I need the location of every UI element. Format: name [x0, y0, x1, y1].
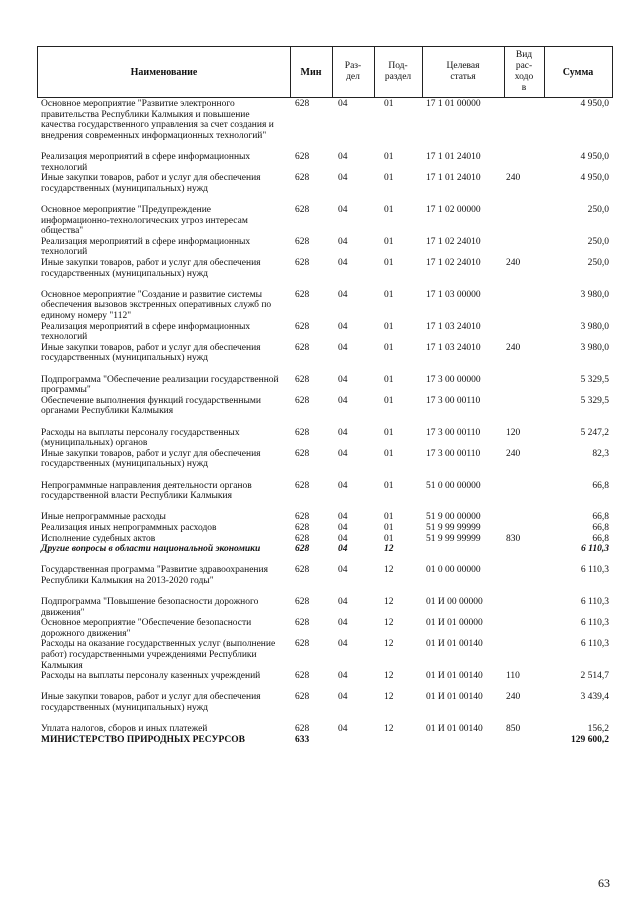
row-podrazdel: 01 — [384, 321, 394, 332]
row-razdel: 04 — [338, 692, 348, 703]
row-sum: 3 980,0 — [580, 289, 609, 300]
row-sum: 250,0 — [587, 236, 609, 247]
table-row — [37, 152, 613, 173]
row-cel: 17 3 00 00110 — [426, 395, 481, 406]
row-cel: 17 1 01 00000 — [426, 99, 481, 109]
row-sum: 6 110,3 — [580, 618, 609, 629]
row-min: 628 — [295, 480, 310, 491]
row-podrazdel: 12 — [384, 692, 394, 703]
row-min: 628 — [295, 565, 310, 576]
row-razdel: 04 — [338, 236, 348, 247]
row-cel: 17 1 02 24010 — [426, 236, 481, 247]
row-razdel: 04 — [338, 618, 348, 629]
row-name: Расходы на выплаты персоналу государственных (муниципальных) органов — [41, 427, 240, 449]
row-razdel: 04 — [338, 480, 348, 491]
table-header — [37, 46, 613, 98]
row-min: 628 — [295, 512, 310, 523]
row-cel: 17 1 02 00000 — [426, 204, 481, 215]
row-cel: 51 0 00 00000 — [426, 480, 481, 491]
row-razdel: 04 — [338, 321, 348, 332]
row-sum: 66,8 — [592, 512, 609, 523]
row-min: 628 — [295, 342, 310, 353]
row-podrazdel: 12 — [384, 597, 394, 608]
row-min: 628 — [295, 597, 310, 608]
table-row — [37, 205, 613, 237]
table-row — [37, 534, 613, 545]
row-podrazdel: 01 — [384, 204, 394, 215]
row-sum: 2 514,7 — [580, 671, 609, 682]
row-sum: 5 329,5 — [580, 395, 609, 406]
row-cel: 51 9 99 99999 — [426, 522, 481, 533]
row-name: Другие вопросы в области национальной экономики — [41, 544, 261, 555]
row-sum: 4 950,0 — [580, 152, 609, 162]
row-name: МИНИСТЕРСТВО ПРИРОДНЫХ РЕСУРСОВ — [41, 734, 245, 745]
row-cel: 01 И 01 00140 — [426, 692, 483, 703]
row-name: Подпрограмма "Повышение безопасности дорожного движения" — [41, 597, 259, 618]
row-cel: 17 1 03 00000 — [426, 289, 481, 300]
row-min: 628 — [295, 395, 310, 406]
row-podrazdel: 12 — [384, 544, 394, 555]
row-podrazdel: 01 — [384, 152, 394, 162]
table-row — [37, 237, 613, 258]
row-podrazdel: 01 — [384, 289, 394, 300]
row-sum: 6 110,3 — [580, 639, 609, 650]
row-name: Реализация иных непрограммных расходов — [41, 522, 217, 533]
row-razdel: 04 — [338, 724, 348, 735]
row-podrazdel: 01 — [384, 257, 394, 268]
row-podrazdel: 01 — [384, 512, 394, 523]
row-name: Иные непрограммные расходы — [41, 512, 166, 523]
row-razdel: 04 — [338, 342, 348, 353]
row-sum: 66,8 — [592, 522, 609, 533]
row-cel: 01 И 01 00140 — [426, 724, 483, 735]
row-min: 628 — [295, 289, 310, 300]
row-razdel: 04 — [338, 257, 348, 268]
table-row — [37, 618, 613, 639]
row-min: 628 — [295, 533, 310, 544]
table-row — [37, 396, 613, 428]
table-row — [37, 523, 613, 534]
header-min: Мин — [300, 66, 322, 78]
row-sum: 3 980,0 — [580, 321, 609, 332]
row-name: Расходы на выплаты персоналу казенных учреждений — [41, 671, 261, 682]
row-cel: 01 И 01 00000 — [426, 618, 483, 629]
row-min: 628 — [295, 236, 310, 247]
row-podrazdel: 01 — [384, 427, 394, 438]
row-podrazdel: 01 — [384, 448, 394, 459]
row-cel: 01 И 00 00000 — [426, 597, 483, 608]
table-row — [37, 99, 613, 152]
row-min: 628 — [295, 724, 310, 735]
row-sum: 6 110,3 — [580, 597, 609, 608]
row-cel: 01 И 01 00140 — [426, 671, 483, 682]
row-cel: 17 1 01 24010 — [426, 173, 481, 184]
table-row — [37, 343, 613, 375]
row-sum: 3 439,4 — [580, 692, 609, 703]
row-podrazdel: 01 — [384, 342, 394, 353]
row-sum: 6 110,3 — [581, 544, 609, 555]
table-row — [37, 724, 613, 735]
row-cel: 17 3 00 00110 — [426, 448, 481, 459]
row-vid: 240 — [506, 692, 521, 703]
table-row — [37, 565, 613, 597]
table-row — [37, 428, 613, 449]
table-row — [37, 322, 613, 343]
row-razdel: 04 — [338, 544, 348, 555]
row-razdel: 04 — [338, 522, 348, 533]
row-sum: 250,0 — [587, 257, 609, 268]
row-cel: 51 9 99 99999 — [426, 533, 481, 544]
row-cel: 17 1 03 24010 — [426, 321, 481, 332]
table-row — [37, 173, 613, 205]
row-name: Иные закупки товаров, работ и услуг для обеспечения государственных (муниципальных) нужд — [41, 342, 261, 364]
table-row — [37, 597, 613, 618]
table-row — [37, 481, 613, 513]
row-sum: 5 247,2 — [580, 427, 609, 438]
row-razdel: 04 — [338, 448, 348, 459]
row-cel: 17 1 02 24010 — [426, 257, 481, 268]
row-min: 628 — [295, 522, 310, 533]
row-podrazdel: 01 — [384, 480, 394, 491]
table-row — [37, 544, 613, 565]
row-min: 628 — [295, 374, 310, 385]
row-min: 628 — [295, 321, 310, 332]
row-podrazdel: 01 — [384, 522, 394, 533]
row-podrazdel: 01 — [384, 99, 394, 109]
row-min: 633 — [295, 734, 310, 745]
table-row — [37, 290, 613, 322]
row-razdel: 04 — [338, 597, 348, 608]
row-name: Основное мероприятие "Предупреждение информационно-технологических угроз интересам общества" — [41, 204, 248, 237]
row-name: Государственная программа "Развитие здравоохранения Республики Калмыкия на 2013-2020 годы" — [41, 565, 268, 586]
row-sum: 4 950,0 — [580, 173, 609, 184]
table-row — [37, 512, 613, 523]
row-sum: 82,3 — [592, 448, 609, 459]
row-cel: 17 1 01 24010 — [426, 152, 481, 162]
row-sum: 4 950,0 — [580, 99, 609, 109]
table-row — [37, 639, 613, 671]
row-min: 628 — [295, 448, 310, 459]
row-razdel: 04 — [338, 512, 348, 523]
row-name: Уплата налогов, сборов и иных платежей — [41, 724, 208, 735]
page-number: 63 — [598, 876, 610, 890]
row-razdel: 04 — [338, 565, 348, 576]
row-name: Непрограммные направления деятельности органов государственной власти Республики Калмыкия — [41, 480, 252, 502]
row-min: 628 — [295, 427, 310, 438]
header-podrazdel: Под- раздел — [384, 61, 412, 82]
header-summa: Сумма — [562, 66, 594, 78]
table-body — [37, 99, 613, 745]
row-name: Расходы на оказание государственных услуг (выполнение работ) государственными учреждениями Республики Калмыкия — [41, 639, 276, 671]
row-vid: 240 — [506, 257, 521, 268]
row-razdel: 04 — [338, 671, 348, 682]
header-razdel: Раз- дел — [344, 61, 362, 82]
row-razdel: 04 — [338, 395, 348, 406]
row-name: Реализация мероприятий в сфере информационных технологий — [41, 236, 251, 258]
row-name: Реализация мероприятий в сфере информационных технологий — [41, 152, 251, 173]
row-cel: 17 3 00 00110 — [426, 427, 481, 438]
row-min: 628 — [295, 618, 310, 629]
row-sum: 129 600,2 — [571, 734, 609, 745]
row-sum: 6 110,3 — [580, 565, 609, 576]
row-name: Иные закупки товаров, работ и услуг для обеспечения государственных (муниципальных) нужд — [41, 448, 261, 470]
row-razdel: 04 — [338, 533, 348, 544]
row-podrazdel: 01 — [384, 533, 394, 544]
row-podrazdel: 01 — [384, 173, 394, 184]
table-row — [37, 735, 613, 746]
row-vid: 240 — [506, 448, 521, 459]
row-cel: 51 9 00 00000 — [426, 512, 481, 523]
row-razdel: 04 — [338, 152, 348, 162]
row-podrazdel: 12 — [384, 639, 394, 650]
row-min: 628 — [295, 204, 310, 215]
row-razdel: 04 — [338, 639, 348, 650]
row-name: Подпрограмма "Обеспечение реализации государственной программы" — [41, 374, 279, 396]
row-razdel: 04 — [338, 204, 348, 215]
row-podrazdel: 12 — [384, 618, 394, 629]
header-cel: Целевая статья — [446, 61, 480, 82]
row-vid: 830 — [506, 533, 521, 544]
row-vid: 850 — [506, 724, 521, 735]
row-min: 628 — [295, 692, 310, 703]
table-row — [37, 692, 613, 724]
row-name: Основное мероприятие "Обеспечение безопасности дорожного движения" — [41, 618, 252, 639]
table-row — [37, 375, 613, 396]
row-min: 628 — [295, 173, 310, 184]
row-cel: 01 И 01 00140 — [426, 639, 483, 650]
row-cel: 01 0 00 00000 — [426, 565, 481, 576]
row-vid: 110 — [506, 671, 520, 682]
row-sum: 3 980,0 — [580, 342, 609, 353]
row-name: Основное мероприятие "Развитие электронного правительства Республики Калмыкия и повышение качества государственного управления за счет создания и внедрения современных информационных технологий" — [41, 99, 274, 141]
row-sum: 250,0 — [587, 204, 609, 215]
row-min: 628 — [295, 671, 310, 682]
row-name: Реализация мероприятий в сфере информационных технологий — [41, 321, 251, 343]
row-cel: 17 1 03 24010 — [426, 342, 481, 353]
row-sum: 66,8 — [592, 533, 609, 544]
row-podrazdel: 12 — [384, 724, 394, 735]
row-podrazdel: 12 — [384, 565, 394, 576]
row-name: Иные закупки товаров, работ и услуг для обеспечения государственных (муниципальных) нужд — [41, 257, 261, 279]
row-name: Обеспечение выполнения функций государственными органами Республики Калмыкия — [41, 395, 261, 417]
row-name: Исполнение судебных актов — [41, 533, 156, 544]
row-vid: 240 — [506, 342, 521, 353]
table-row — [37, 258, 613, 290]
row-podrazdel: 12 — [384, 671, 394, 682]
row-sum: 5 329,5 — [580, 374, 609, 385]
row-sum: 66,8 — [592, 480, 609, 491]
row-name: Основное мероприятие "Создание и развитие системы обеспечения вызовов экстренных оперативных служб по единому номеру "112" — [41, 289, 272, 321]
row-sum: 156,2 — [587, 724, 609, 735]
row-podrazdel: 01 — [384, 236, 394, 247]
header-name: Наименование — [130, 66, 198, 78]
row-podrazdel: 01 — [384, 395, 394, 406]
header-vid: Вид рас- ходо в — [514, 50, 534, 93]
row-cel: 17 3 00 00000 — [426, 374, 481, 385]
row-min: 628 — [295, 152, 310, 162]
row-name: Иные закупки товаров, работ и услуг для обеспечения государственных (муниципальных) нужд — [41, 692, 261, 714]
row-min: 628 — [295, 639, 310, 650]
row-min: 628 — [295, 544, 310, 555]
row-min: 628 — [295, 99, 310, 109]
row-vid: 120 — [506, 427, 521, 438]
row-razdel: 04 — [338, 374, 348, 385]
row-razdel: 04 — [338, 289, 348, 300]
table-row — [37, 671, 613, 692]
row-razdel: 04 — [338, 427, 348, 438]
row-razdel: 04 — [338, 173, 348, 184]
row-vid: 240 — [506, 173, 521, 184]
row-min: 628 — [295, 257, 310, 268]
row-podrazdel: 01 — [384, 374, 394, 385]
row-name: Иные закупки товаров, работ и услуг для обеспечения государственных (муниципальных) нужд — [41, 173, 261, 194]
row-razdel: 04 — [338, 99, 348, 109]
table-row — [37, 449, 613, 481]
